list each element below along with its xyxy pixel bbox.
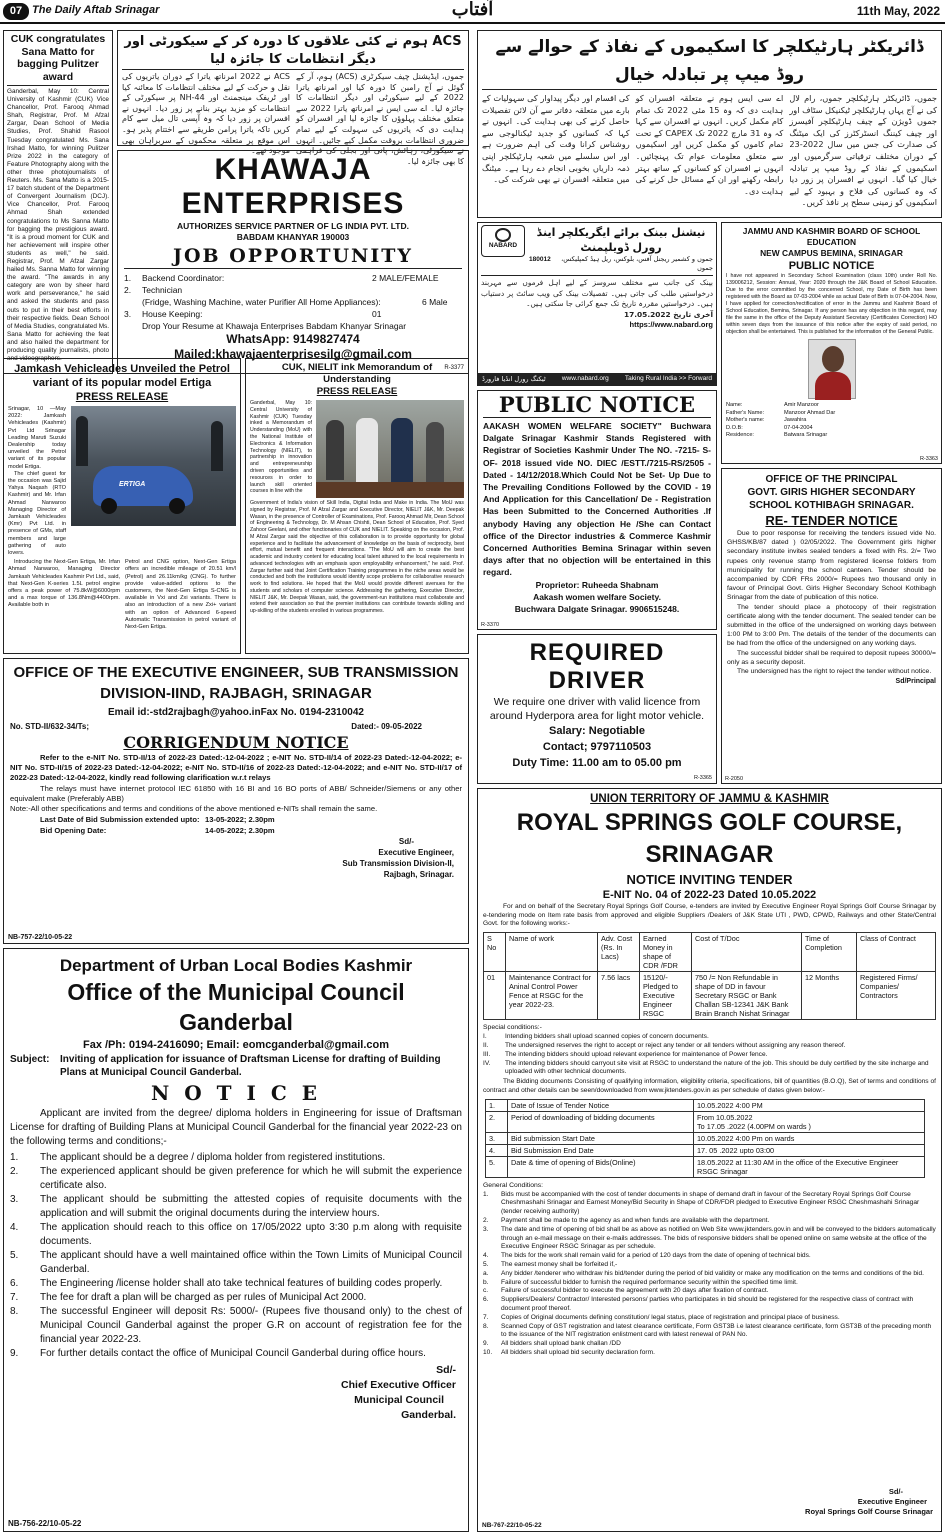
- general-condition: Failure of successful bidder to execute the agreement with 20 days after fixation of contract.: [501, 1287, 769, 1295]
- nabard-body: بینک کی جانب سے مختلف سروسز کے لیے اہل فرموں سے مہربند درخواستیں طلب کی جاتی ہیں۔ تفصیلات بینک کی ویب سائٹ پر دستیاب ہیں۔ درخواستیں مقررہ تاریخ تک جمع کرائی جا سکتی ہیں۔: [481, 278, 713, 308]
- opening-date-label: Bid Opening Date:: [40, 826, 107, 836]
- table-header: Name of work: [506, 933, 598, 972]
- nabard-address: جموں و کشمیر ریجنل آفس، بلوکس، ریل ہیڈ کمپلیکس، جموں: [561, 255, 713, 272]
- office-title: OFFICE OF THE EXECUTIVE ENGINEER, SUB TRANSMISSION: [13, 664, 459, 681]
- condition-item: The applicant should be a degree / diploma holder from registered institutions.: [40, 1152, 386, 1163]
- board-sub: NEW CAMPUS BEMINA, SRINAGAR: [760, 248, 903, 258]
- condition-item: The experienced applicant should be given preference for which he will submit the experience certificate also.: [40, 1166, 462, 1191]
- car-label: ERTIGA: [119, 481, 146, 488]
- urdu-col: جموں، ایڈیشنل چیف سیکرٹری (ACS) ہوم، آر کے گوئل نے آج رامبن کا دورہ کیا اور امرناتھ یاترا 2022 کے لیے سیکورٹی اور دیگر انتظامات کا جائزہ لیا۔ اے سی ایس نے امرناتھ یاترا 2022 سے متعلق مختلف پہلوؤں کا جائزہ لیا اور افسران کو ہدایت دی کہ یاتریوں کی سہولت کے لیے تمام ضروری انتظامات بروقت مکمل کیے جائیں۔ انہوں نے سیکورٹی، رہائش، پانی اور بجلی کی فراہمی کا بھی جائزہ لیا۔: [296, 72, 465, 166]
- municipal-council-ganderbal-notice: [3, 948, 469, 1532]
- nabard-footer-right: Taking Rural India >> Forward: [624, 375, 712, 382]
- general-condition: Copies of Original documents defining constitution/ legal status, place of registration and principal place of business.: [501, 1313, 840, 1321]
- field-value: Manzoor Ahmad Dar: [784, 409, 836, 416]
- table-row: 2. Period of downloading of bidding documents From 10.05.2022 To 17.05 .2022 (4.00PM on wards ): [486, 1111, 925, 1132]
- notice-body: AAKASH WOMEN WELFARE SOCIETY" Buchwara Dalgate Srinagar Kashmir Stands Registered with Registrar of Societies Kashmir Under The NO. -7215- S-OF- 2018 issued vide NO. DIEC /ESTT./7215-RS/2505 - Dated - 14/12/2018.Which Could Not be Set- Up Due to The Prevailing Conditions Followed by the COVID - 19 And Application for this Cancellation/ De - Registration Has been Submitted to the Concerned Authorities .If anybody Having any objection He /She can Contact office of the Director industries & Commerce Kashmir Concerned Authorities Bemina Srinagar within seven days after that no objection will be entertained in this regard.: [483, 421, 711, 578]
- field-key: Name:: [726, 402, 743, 408]
- article-title: CUK congratulates Sana Matto for bagging Pulitzer award: [10, 33, 106, 83]
- notice-body: The relays must have internet protocol IEC 61850 with 16 BI and 16 BO ports of ABB/ Schneider/Siemens or any other equivalent make (Preferably ABB): [10, 783, 462, 803]
- condition-list: 1. The applicant should be a degree / diploma holder from registered institutions. 2. The experienced applicant should be given preference for which he will submit the experience certificate also. 3. The applicant should be submitting the attested copies of requisite documents with the application and will submit the original documents during the interview hours. 4. The application should reach to this office on 17/05/2022 upto 3:30 p.m along with requisite documents. 5. The applicant should have a well maintained office within the Town Limits of Municipal Council Ganderbal. 6. The Engineering /license holder shall ato take technical features of building codes properly. 7. The fee for draft a plan will be charged as per rules of Municipal Act 2000. 8. The successful Engineer will deposit Rs: 5000/- (Rupees five thousand only) to the chest of Municipal Council Ganderbal against the proper G.R on account of registration fee for the financial year 2022-23. 9. For further details contact the office of Municipal Council Ganderbal during office hours.: [10, 1152, 462, 1359]
- notice-heading: CORRIGENDUM NOTICE: [123, 733, 349, 752]
- special-condition: Intending bidders shall upload scanned copies of concern documents.: [505, 1033, 709, 1041]
- field-value: Batwara Srinagar: [784, 432, 828, 439]
- general-condition: All bidders shall upload bank challan /DD: [501, 1340, 621, 1348]
- driver-salary: Salary: Negotiable: [549, 725, 645, 737]
- page-number: 07: [3, 3, 29, 20]
- mail-address: Mailed:khawajaenterprisesilg@gmail.com: [174, 347, 412, 361]
- office-title: DIVISION-IIND, RAJBAGH, SRINAGAR: [100, 685, 372, 702]
- nabard-footer-mid: www.nabard.org: [561, 375, 609, 382]
- car-photo: [71, 406, 236, 526]
- article-body: Ganderbal, May 10: Central University of Kashmir (CUK) Vice Chancellor, Prof. Farooq Ahmad Shah, Registrar, Prof. M Afzal Zargar, Dean School of Media Studies, Prof. Shahid Rasool Tuesday congratulated Ms. Sana Irshad Matto, for winning Pulitzer Prize 2022 in the category of Feature Photography along with the other three photojournalists of Reuters. Ms. Sana Matto is a 2015-17 batch student of the Department of Convergent Journalism (DCJ). Vice Chancellor, Prof. Farooq Ahmad Shah extended congratulations to Ms Sanna Matto for bagging the prestigious award. "It is a proud moment for CUK and her achievement will inspire other students as well," he said. Registrar, Prof. M Afzal Zargar hailed Ms. Sanna Matto for winning the award. "The awards in any category are won by sheer hard work and perseverance," he said and asked the students and pass outs to put in their best efforts in their respective fields. Dean School of Media Studies, congratulated Ms. Sana Matto for achieving the feat and also hailed the department for producing quality journalists, photo and videographers.: [7, 88, 109, 363]
- masthead: آفتاب: [451, 0, 494, 20]
- general-condition: The earnest money shall be forfeited if,-: [501, 1261, 618, 1269]
- signature: Sd/- Executive Engineer Royal Springs Golf Course Srinagar: [805, 1487, 933, 1516]
- company-sub: AUTHORIZES SERVICE PARTNER OF LG INDIA PVT. LTD.: [176, 221, 410, 231]
- table-row: 5. Date & time of opening of Bids(Online) 18.05.2022 at 11:30 AM in the office of the Executive Engineer RSGC Srinagar: [486, 1156, 925, 1177]
- department-title: Department of Urban Local Bodies Kashmir: [59, 956, 413, 975]
- general-label: General Conditions:: [483, 1181, 544, 1189]
- urdu-col: کی اقسام اور دیگر پیداوار کی سہولیات کے بارے میں متعلقہ دفاتر سے آن لائن تفصیلات حاصل کرنے کی بھی ہدایت کی۔ انہوں نے کہا کہ کسانوں کو جدید ٹیکنالوجی سے روشناس کرانا وقت کی اہم ضرورت ہے اور اس سلسلے میں شعبہ ہارٹیکلچر اپنی ذمہ داریاں بخوبی انجام دے رہا ہے۔ میٹنگ میں متعلقہ افسران نے بھی شرکت کی۔: [481, 93, 630, 185]
- subject-label: Subject:: [10, 1054, 50, 1065]
- general-condition: Payment shall be made to the agency as and when funds are available with the department.: [501, 1217, 770, 1225]
- job-row-label: House Keeping:: [142, 309, 203, 319]
- board-title: JAMMU AND KASHMIR BOARD OF SCHOOL EDUCATION: [742, 226, 921, 247]
- job-heading: JOB OPPORTUNITY: [124, 244, 462, 269]
- notice-heading: RE- TENDER NOTICE: [765, 513, 898, 528]
- tender-intro: For and on behalf of the Secretary Royal Springs Golf Course, e-tenders are invited by Executive Engineer Royal Springs Golf Course Srinagar by e-tendering mode on Item rate basis from approved and eligible Suppliers /Dealers of J&K State UTI , PWD, CPWD, Railways and other State/Central Govt. for the following works:-: [483, 903, 936, 928]
- ad-ref: NB-767-22/10-05-22: [482, 1522, 542, 1529]
- cuk-nielit-article: [245, 358, 469, 654]
- condition-item: The Engineering /license holder shall ato take technical features of building codes properly.: [40, 1278, 443, 1289]
- field-key: Residence:: [726, 432, 754, 439]
- letter-no: No. STD-II/632-34/Ts;: [10, 722, 89, 731]
- general-condition: All bidders shall upload bid security declaration form.: [501, 1349, 655, 1357]
- urdu-headline: ڈائریکٹر ہارٹیکلچر کا اسکیموں کے نفاذ کے حوالے سے روڈ میپ پر تبادلہ خیال: [482, 33, 937, 90]
- article-body: Srinagar, 10 —May 2022: Jamkash Vehicleades (Kashmir) Pvt Ltd Srinagar Leading Maruti Suzuki Dealership today unveiled the Petrol variant of its popular model Ertiga.: [8, 406, 66, 470]
- table-header: S No: [484, 933, 506, 972]
- table-header: Time of Completion: [802, 933, 857, 972]
- mou-photo: [316, 400, 464, 498]
- field-value: Jawahira: [784, 417, 807, 424]
- royal-springs-tender-notice: UNION TERRITORY OF JAMMU & KASHMIR ROYAL SPRINGS GOLF COURSE, SRINAGAR NOTICE INVITING TENDER E-NIT No. 04 of 2022-23 Dated 10.05.2022 For and on behalf of the Secretary Royal Springs Golf Course, e-tenders are invited by Executive Engineer Royal Springs Golf Course Srinagar by e-tendering mode on Item rate basis from approved and eligible Suppliers /Dealers of J&K State UTI , PWD, CPWD, Railways and other State/Central Govt. for the following works:- S No Name of work Adv. Cost (Rs. In Lacs) Earned Money in shape of CDR /FDR Cost of T/Doc Time of Completion Class of Contract 01 Maintenance Contract for Aninal Control Power Fence at RSGC for the year 2022-23. 7.56 lacs 15120/- Pledged to Executive Engineer RSGC 750 /= Non Refundable in shape of DD in favour Secretary RSGC or Bank Challan SB-12341 J&K Bank Brain Branch Nishat Srinagar 12 Months Registered Firms/ Companies/ Contractors Special conditions:- I. Intending bidders shall upload scanned copies of concern documents. II. The undersigned reserves the right to accept or reject any tender or all tenders without assigning any reason thereof. III. The intending bidders should upload relevant experience for maintenance of Power fence. IV. The intending bidders should carryout site visit at RSGC to understand the nature of the job. This should be duly certified by the site incharge and uploaded with other technical documents. The Bidding documents Consisting of qualifying information, eligibility criteria, specifications, bill of quantities (B.O.Q), Set of terms and conditions of contract and other details can be seen/downloaded from www.jktenders.gov.in as per schedule of dates given below:- 1. Date of Issue of Tender Notice 10.05.2022 4:00 PM 2. Period of downloading of bidding documents From 10.05.2022 To 17.05 .2022 (4.00PM on wards ) 3. Bid submission Start Date 10.05.2022 4:00 Pm on wards 4. Bid Submission End Date 17. 05 .2022 upto 03:00 5. Date & time of opening of Bids(Online) 18.05.2022 at 11:30 AM in the office of the Executive Engineer RSGC Srinagar General Conditions: 1. Bids must be accompanied with the cost of tender documents in shape of demand draft in favour of the Secretary Royal Springs Golf Course Cheshmashahi Srinagar and Earnest Money/Bid Security in Shape of CDR/FDR pledged to Executive Engineer RSGC Cheshmashahi Srinagar (tender receiving authority) 2. Payment shall be made to the agency as and when funds are available with the department. 3. The date and time of opening of bid shall be as above as notified on Web Site www.jktenders.gov.in and will be conveyed to the bidders automatically through an e-mail message on their e-mails addresses. The bids of responsive bidders shall be opened online on same website at the office of the Executive Engineer RSGC Srinagar as per schedule. 4. The bids for the work shall remain valid for a period of 120 days from the date of opening of technical bids. 5. The earnest money shall be forfeited if,- a. Any bidder /tenderer who withdraw his bid/tender during the period of bid validity or make any modification on the terms and conditions of the bid. b. Failure of successful bidder to furnish the required performance security within the specified time limit. c. Failure of successful bidder to execute the agreement with 20 days after fixation of contract. 6. Suppliers/Dealers/ Contractor/ Interested persons/ parties who participates in bid should be registered for the respective class of contract with document proof thereof. 7. Copies of Original documents defining constitution/ legal status, place of registration and principal place of business. 8. Scanned Copy of GST registration and latest clearance certificate, Form GST3B i.e latest clearance certificate, form GST3B of the preceding month to the issuance of the NIT registration enlistment card with latest renewal of PAN No. 9. All bidders shall upload bank challan /DD 10. All bidders shall upload bid security declaration form. Sd/- Executive Engineer Royal Springs Golf Course Srinagar NB-767-22/10-05-22: [477, 788, 942, 1532]
- general-condition: Scanned Copy of GST registration and latest clearance certificate, Form GST3B i.e latest clearance certificate, form GST3B of the preceding month to the issuance of the NIT registration enlistment card with latest renewal of PAN No.: [501, 1322, 932, 1339]
- table-header: Class of Contract: [857, 933, 936, 972]
- condition-item: The successful Engineer will deposit Rs: 5000/- (Rupees five thousand only) to the chest of Municipal Council Ganderbal against the proper G.R on account of registration fee for the financial year 2022-23.: [40, 1306, 462, 1345]
- condition-item: The fee for draft a plan will be charged as per rules of Municipal Act 2000.: [40, 1292, 367, 1303]
- ad-ref: R-3370: [481, 622, 500, 628]
- required-driver-ad: [477, 634, 717, 784]
- job-row-label: Technician: [142, 285, 183, 295]
- driver-body: We require one driver with valid licence from around Hyderpora area for light motor vehicle.: [489, 696, 705, 722]
- special-condition: The intending bidders should carryout site visit at RSGC to understand the nature of the job. This should be duly certified by the site incharge and uploaded with other technical documents.: [505, 1059, 929, 1076]
- office-title: OFFICE OF THE PRINCIPAL: [765, 474, 898, 485]
- whatsapp-number: WhatsApp: 9149827474: [226, 332, 360, 346]
- special-condition: The undersigned reserves the right to accept or reject any tender or all tenders without assigning any reason thereof.: [505, 1041, 846, 1049]
- ut-title: UNION TERRITORY OF JAMMU & KASHMIR: [590, 793, 829, 805]
- job-row-value: 01: [372, 309, 382, 319]
- article-body: Ganderbal, May 10: Central University of Kashmir (CUK) Tuesday inked a Memorandum of Understanding (MoU) with the National Institute of Electronics & Information Technology (NIELIT), to partnership in innovation and entrepreneurship driven opportunities and resources in order to launch skill oriented courses in line with the: [250, 400, 312, 495]
- article-body: Introducing the Next-Gen Ertiga, Mr. Irfan Ahmad Narwaroo, Managing Director Jamkash Vehicleades Kashmir Pvt Ltd., said, that Next-Gen K-series 1.5L petrol engine offers a peak power of 75.8kW@6000rpm and a max torque of 136.8Nm@4400rpm. Available both in: [8, 559, 120, 609]
- notice-heading: PUBLIC NOTICE: [788, 260, 875, 272]
- condition-item: The applicant should be submitting the attested copies of requisite documents with the application and will submit the original documents during the interview hours.: [40, 1194, 462, 1219]
- enit-number: E-NIT No. 04 of 2022-23 Dated 10.05.2022: [602, 889, 817, 901]
- special-label: Special conditions:-: [483, 1024, 542, 1032]
- ad-ref: NB-756-22/10-05-22: [8, 1519, 82, 1528]
- schedule-table: [485, 1099, 925, 1178]
- field-key: Father's Name:: [726, 409, 765, 416]
- signature: Sd/- Chief Executive Officer Municipal Council Ganderbal.: [341, 1364, 456, 1421]
- paper-name: The Daily Aftab Srinagar: [32, 4, 160, 16]
- opening-date-value: 14-05-2022; 2.30pm: [205, 826, 275, 836]
- nabard-date: آخری تاریخ 17.05.2022: [623, 309, 713, 319]
- notice-body: Refer to the e-NIT No. STD-II/13 of 2022-23 Dated:-12-04-2022 ; e-NIT No. STD-II/14 of 2022-23 Dated:-12-04-2022; e-NIT No. STD-II/15 of 2022-23 Dated:-12-04-2022; e-NIT No. STD-II/16 of 2022-23 Dated:-12-04-2022; and e-NIT No. STD-II/17 of 2022-23 Dated:-12-04-2022, kindly read following clarification w.r.t relays: [10, 753, 462, 783]
- job-row-label: Backend Coordinator:: [142, 273, 225, 283]
- notice-body: Due to poor response for receiving the tenders issued vide No. GHSS/KB/87 dated ) 02/05/2022. The Government girls higher secondary institute invites sealed tenders a fixed with Rs. 2/= Two rupees only revenue stamp from registered license folders from municipality for running the school canteen. Tender should be accompanied by CDR FRs 2000/= Rupees two thousand only in favour of Principal Govt. Girls Higher Secondary School Kothibagh Srinagar from the date of publication of this notice.: [727, 530, 936, 602]
- notice-body: Note:-All other specifications and terms and conditions of the above mentioned e-NITs shall remain the same.: [10, 804, 378, 814]
- jamkash-article: [3, 358, 241, 654]
- press-release-label: PRESS RELEASE: [75, 391, 169, 403]
- article-body: The chief guest for the occasion was Sajid Yahya Naqash (RTO Kashmir) and Mr. Irfan Ahmad Narwaroo Managing Director of Jamkash Vehicleades (Kmr) Pvt Ltd. in presence of GMs, staff members and large gathering of auto lovers.: [8, 470, 66, 557]
- principal-retender-notice: [721, 468, 942, 784]
- office-email: Email id:-std2rajbagh@yahoo.inFax No. 0194-2310042: [108, 707, 364, 718]
- notice-heading: N O T I C E: [151, 1081, 321, 1105]
- table-header: Earned Money in shape of CDR /FDR: [640, 933, 692, 972]
- proprietor: Proprietor: Ruheeda Shabnam: [535, 579, 659, 590]
- general-condition: Suppliers/Dealers/ Contractor/ Interested persons/ parties who participates in bid should be registered for the respective class of contract with document proof thereof.: [501, 1296, 914, 1313]
- office-title: Office of the Municipal Council Ganderbal: [67, 979, 405, 1035]
- field-key: Mother's name:: [726, 417, 765, 424]
- article-body: Petrol and CNG option, Next-Gen Ertiga offers an incredible mileage of 20.51 km/l (Petrol) and 26.11km/kg (CNG). To further provide value-added options to the customers, the Next-Gen Ertiga S-CNG is available in Vxi and Zxi variants. There is also an introduction of a new Zxi+ variant with an option of Advanced 6-speed Automatic Transmission in petrol variant of Next-Gen Ertiga.: [125, 559, 236, 631]
- table-row: 1. Date of Issue of Tender Notice 10.05.2022 4:00 PM: [486, 1099, 925, 1111]
- press-release-label: PRESS RELEASE: [316, 386, 398, 397]
- job-row-value: 2 MALE/FEMALE: [372, 273, 439, 283]
- drop-resume: Drop Your Resume at Khawaja Enterprises Babdam Khanyar Srinagar: [142, 321, 407, 331]
- job-row-value: 6 Male: [422, 297, 448, 307]
- condition-item: For further details contact the office of Municipal Council Ganderbal during office hours.: [40, 1348, 426, 1359]
- special-condition: The intending bidders should upload relevant experience for maintenance of Power fence.: [505, 1050, 768, 1058]
- urdu-headline: ACS ہوم نے کئی علاقوں کا دورہ کر کے سیکورٹی اور دیگر انتظامات کا جائزہ لیا: [122, 33, 464, 70]
- general-condition: Failure of successful bidder to furnish the required performance security within the specified time limit.: [501, 1278, 798, 1286]
- company-name: KHAWAJA ENTERPRISES: [181, 153, 405, 220]
- nabard-footer-left: ٹیکنگ رورل انڈیا فارورڈ: [482, 375, 546, 383]
- executive-engineer-corrigendum: [3, 658, 469, 944]
- ad-ref: R-3365: [693, 775, 712, 781]
- general-condition: The date and time of opening of bid shall be as above as notified on Web Site www.jktenders.gov.in and will be conveyed to the bidders automatically through an e-mail message on their e-mails addresses. The bids of responsive bidders shall be opened online on same website at the office of the Executive Engineer RSGC Srinagar as per schedule.: [501, 1225, 936, 1251]
- driver-heading: REQUIRED DRIVER: [529, 639, 665, 694]
- last-date-value: 13-05-2022; 2.30pm: [205, 815, 275, 825]
- urdu-col: جموں، ڈائریکٹر ہارٹیکلچر جموں، رام لال کی نے آج یہاں ہارٹیکلچر ٹیکنیکل سٹاف اور جموں ڈویژن کے چیف ہارٹیکلچر آفیسرز اور چیف کیننگ انسٹرکٹرز کی ایک میٹنگ کی صدارت کی جس میں سال 2022-23 کے دوران مختلف ترقیاتی سرگرمیوں اور اسکیموں کے نفاذ کے روڈ میپ پر تبادلہ خیال کیا گیا۔ انہوں نے افسران پر زور دیا کہ وہ کسانوں کی فلاح و بہبود کے لیے اسکیموں کو زمینی سطح پر نافذ کریں۔: [789, 93, 937, 208]
- condition-item: The applicant should have a well maintained office within the Town Limits of Municipal Council Ganderbal.: [40, 1250, 462, 1275]
- ad-ref: R-3377: [444, 365, 464, 371]
- nabard-pin: 180012: [529, 256, 551, 263]
- article-body: Government of India's vision of Skill India, Digital India and Make in India. The MoU was signed by Registrar, Prof. M Afzal Zargar and Executive Director, NIELIT J&K, Mr. Deepak Wasan, in the presence of Controller of Examinations, Prof. Farooq Ahmad Mir, Dean School of Engineering & Technology, Dr. M Ahsan Chishti, Dean School of Education, Prof. Syed Zahoor Geelani, and other functionaries of CUK and NIELIT. Speaking on the occasion, Prof. M Afzal Zargar said the objective of this collaboration is to provide opportunity for global experience and to facilitate the advancement of knowledge on the basis of reciprocity, best effort, mutual benefit and frequent interactions. "The MoU will aim to create the best academic and industry content for educating local talent attuned to the local requirements in advanced technologies with an emphasis upon employability enhancement," he said. Prof. Zargar further said that Joint Certification Training programmes in the niche areas would be conducted and both the institutions would identify scope problems for collaborative research work to find solutions. He hoped that the MoU would provide different avenues for the students and scholars of computer science. Addressing the gathering, Executive Director, NIELIT J&K, Mr. Deepak Wasan, said, the government-run institutions must collaborate and extend their association so that the premier institutions can contribute towards skilling and up-skilling of the students enrolled in various programmes.: [250, 500, 464, 614]
- notice-body: The successful bidder shall be required to deposit rupees 30000/= only as a security deposit.: [727, 649, 936, 666]
- field-value: Amir Manzoor: [784, 402, 819, 408]
- table-row: 3. Bid submission Start Date 10.05.2022 4:00 Pm on wards: [486, 1132, 925, 1144]
- office-contact: Fax /Ph: 0194-2416090; Email: eomcganderbal@gmail.com: [82, 1039, 390, 1051]
- driver-duty: Duty Time: 11.00 am to 05.00 pm: [512, 757, 682, 769]
- urdu-col: اے سی ایس ہوم نے متعلقہ افسران کو ہدایت دی کہ وہ 15 مئی 2022 تک تمام کام مکمل کریں۔ انہوں نے افسران سے کہا کہ وہ 31 مارچ 2022 تک CAPEX کے تحت تمام کاموں کو مکمل کریں اور اسکیموں سے متعلق معلومات عوام تک پہنچائیں۔ انہوں نے افسران کو کسانوں کے ساتھ بہتر رابطہ رکھنے اور ان کے مسائل حل کرنے کی ہدایت دی۔: [635, 93, 784, 196]
- article-title: Jamkash Vehicleades Unveiled the Petrol variant of its popular model Ertiga: [14, 363, 230, 389]
- ad-ref: R-2050: [725, 776, 744, 782]
- nabard-notice: [477, 222, 717, 386]
- table-header: Cost of T/Doc: [692, 933, 802, 972]
- company-address: BABDAM KHANYAR 190003: [236, 232, 350, 242]
- nit-title: NOTICE INVITING TENDER: [626, 872, 793, 887]
- bidding-documents: The Bidding documents Consisting of qualifying information, eligibility criteria, specifications, bill of quantities (B.O.Q), Set of terms and conditions of contract and other details can be seen/downloaded from www.jktenders.gov.in as per schedule of dates given below:-: [483, 1078, 936, 1094]
- nabard-logo-icon: [495, 228, 511, 242]
- khawaja-enterprises-ad: KHAWAJA ENTERPRISES AUTHORIZES SERVICE PARTNER OF LG INDIA PVT. LTD. BABDAM KHANYAR 190003 JOB OPPORTUNITY 1. Backend Coordinator: 2 MALE/FEMALE 2. Technician (Fridge, Washing Machine, water Purifier All Home Appliances): 6 Male 3. House Keeping: 01 Drop Your Resume at Khawaja Enterprises Babdam Khanyar Srinagar WhatsApp: 9149827474 Mailed:khawajaenterprisesilg@gmail.com R-3377: [117, 150, 469, 374]
- page-header: [0, 0, 945, 24]
- signature: Sd/Principal: [895, 678, 936, 686]
- urdu-col: ACS نے 2022 امرناتھ یاترا کے دوران یاتریوں کی نقل و حرکت کے لیے مختلف انتظامات کا معائنہ کیا اور ٹریفک مینجمنٹ اور NH-44 پر سیکورٹی کے انتظامات کو مزید بہتر بنانے پر زور دیا۔ انہوں نے افسران پر زور دیا کہ وہ آپسی تال میل سے کام کریں تاکہ یاترا پرامن طریقے سے اختتام پذیر ہو۔ اس موقع پر متعلقہ محکموں کے سربراہان بھی موجود تھے۔: [122, 72, 290, 156]
- ad-ref: R-3363: [919, 456, 938, 462]
- director-horticulture-urdu-article: [477, 30, 942, 218]
- field-key: D.O.B:: [726, 424, 743, 431]
- table-row: 01 Maintenance Contract for Aninal Control Power Fence at RSGC for the year 2022-23. 7.56 lacs 15120/- Pledged to Executive Engineer RSGC 750 /= Non Refundable in shape of DD in favour Secretary RSGC or Bank Challan SB-12341 J&K Bank Brain Branch Nishat Srinagar 12 Months Registered Firms/ Companies/ Contractors: [484, 972, 936, 1020]
- office-title: GOVT. GIRIS HIGHER SECONDARY SCHOOL KOTHIBAGH SRINAGAR.: [747, 487, 916, 511]
- jkbose-public-notice: [721, 222, 942, 464]
- general-condition: Any bidder /tenderer who withdraw his bid/tender during the period of bid validity or make any modification on the terms and conditions of the bid.: [501, 1269, 924, 1277]
- header-date: 11th May, 2022: [856, 4, 940, 18]
- table-row: 4. Bid Submission End Date 17. 05 .2022 upto 03:00: [486, 1144, 925, 1156]
- article-title: CUK, NIELIT ink Memorandum of Understanding: [281, 362, 433, 385]
- last-date-label: Last Date of Bid Submission extended upto:: [40, 815, 200, 825]
- acs-urdu-article: [117, 30, 469, 166]
- applicant-photo: [808, 339, 856, 399]
- letter-date: Dated:- 09-05-2022: [351, 722, 422, 731]
- society-name: Aakash women welfare Society.: [533, 591, 661, 602]
- cuk-pulitzer-article: [3, 30, 113, 374]
- field-value: 07-04-2004: [784, 424, 813, 431]
- general-condition: Bids must be accompanied with the cost of tender documents in shape of demand draft in favour of the Secretary Royal Springs Golf Course Cheshmashahi Srinagar and Earnest Money/Bid Security in Shape of CDR/FDR pledged to Executive Engineer RSGC Cheshmashahi Srinagar (tender receiving authority): [501, 1190, 920, 1216]
- notice-intro: Applicant are invited from the degree/ diploma holders in Engineering for issue of Draftsman License for drafting of Building Plans at Municipal Council Ganderbal for the financial year 2022-23 on the following terms and conditions;-: [10, 1108, 462, 1147]
- notice-body: The tender should place a photocopy of their registration certificate along with the tender document. The sealed tender can be submitted in the office of the undersigned on working days between 1:00 PM to 3:00 Pm. The details of the tender of the documents can be had from the office of the undersigned on any working days.: [727, 603, 936, 648]
- golf-course-name: ROYAL SPRINGS GOLF COURSE, SRINAGAR: [516, 809, 903, 868]
- notice-body: I have not appeared in Secondary School Examination (class 10th) under Roll No. 139006212, Session: Annual, Year: 2020 through the J&K Board of School Education. Due to the error committed by the concerned School, my Date of Birth has been registered with the Board as 07-03-2004 while as actual Date of Birth is 07-04-2004. Now, I have applied for correction/rectification of error in the Jammu and Kashmir Board of School Education, Bemina, Srinagar. If any person has any objection in this regard, may file the same in the office of the Deputy Assistant Secretary (Certificates Correction) HO within seven days from the issuance of this notice after the expiry of said period, no objection shall be entertained. This is published for the information of the General Public.: [726, 273, 937, 335]
- society-address: Buchwara Dalgate Srinagar. 9906515248.: [514, 603, 680, 614]
- nabard-logo: NABARD: [481, 225, 525, 257]
- job-row-label: (Fridge, Washing Machine, water Purifier All Home Appliances):: [142, 297, 381, 307]
- subject-text: Inviting of application for issuance of Draftsman License for drafting of Building Plans at Municipal Council Ganderbal.: [60, 1054, 441, 1078]
- driver-contact: Contact; 9797110503: [542, 741, 652, 753]
- nabard-site-link[interactable]: https://www.nabard.org: [629, 320, 713, 329]
- notice-heading: PUBLIC NOTICE: [483, 393, 711, 418]
- nabard-title: نیشنل بینک برائے ایگریکلچر اینڈ رورل ڈویلپمنٹ: [536, 226, 706, 254]
- notice-body: The undersigned has the right to reject the tender without notice.: [737, 668, 932, 676]
- general-condition: The bids for the work shall remain valid for a period of 120 days from the date of opening of technical bids.: [501, 1252, 811, 1260]
- signature: Sd/- Executive Engineer, Sub Transmission Division-II, Rajbagh, Srinagar.: [342, 837, 454, 880]
- aakash-public-notice: [477, 390, 717, 630]
- works-table: [483, 932, 936, 1020]
- ad-ref: NB-757-22/10-05-22: [8, 934, 73, 941]
- condition-item: The application should reach to this office on 17/05/2022 upto 3:30 p.m along with requisite documents.: [40, 1222, 462, 1247]
- table-header: Adv. Cost (Rs. In Lacs): [598, 933, 640, 972]
